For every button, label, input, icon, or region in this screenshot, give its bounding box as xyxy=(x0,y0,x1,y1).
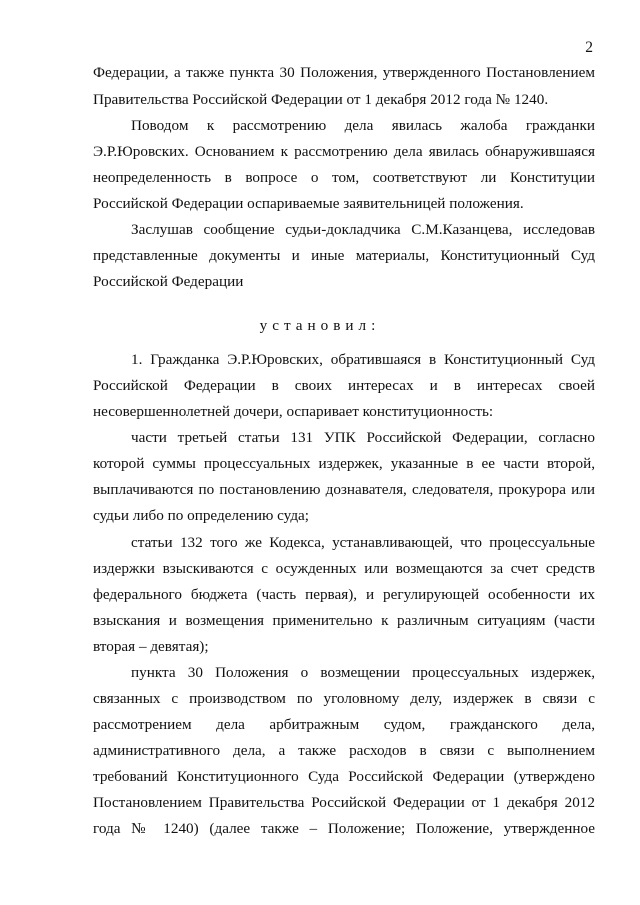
text-line: Российской Федерации в своих интересах и в интересах своей xyxy=(93,377,595,394)
text-line: федерального бюджета (часть первая), и регулирующей особенности их xyxy=(93,586,595,603)
text-line: рассмотрением дела арбитражным судом, гражданского дела, xyxy=(93,716,595,733)
text-line: 1. Гражданка Э.Р.Юровских, обратившаяся в Конституционный Суд xyxy=(131,351,595,368)
text-line: требований Конституционного Суда Российской Федерации (утверждено xyxy=(93,768,595,785)
text-line: представленные документы и иные материалы, Конституционный Суд xyxy=(93,247,595,264)
text-line: связанных с производством по уголовному делу, издержек в связи с xyxy=(93,690,595,707)
text-line: пункта 30 Положения о возмещении процессуальных издержек, xyxy=(131,664,595,681)
text-line: Российской Федерации оспариваемые заявительницей положения. xyxy=(93,195,524,212)
text-line: несовершеннолетней дочери, оспаривает конституционность: xyxy=(93,403,494,420)
text-line: Заслушав сообщение судьи-докладчика С.М.Казанцева, исследовав xyxy=(131,221,595,238)
text-line: части третьей статьи 131 УПК Российской Федерации, согласно xyxy=(131,429,595,446)
text-line: Федерации, а также пункта 30 Положения, утвержденного Постановлением xyxy=(93,64,595,81)
text-line: Российской Федерации xyxy=(93,273,244,290)
text-line: Поводом к рассмотрению дела явилась жалоба гражданки xyxy=(131,117,595,134)
text-line: Э.Р.Юровских. Основанием к рассмотрению дела явилась обнаружившаяся xyxy=(93,143,595,160)
text-line: выплачиваются по постановлению дознавателя, следователя, прокурора или xyxy=(93,481,595,498)
text-line: неопределенность в вопросе о том, соответствуют ли Конституции xyxy=(93,169,595,186)
text-line: которой суммы процессуальных издержек, указанные в ее части второй, xyxy=(93,455,595,472)
text-line: года № 1240) (далее также – Положение; Положение, утвержденное xyxy=(93,820,595,837)
text-line: вторая – девятая); xyxy=(93,638,209,655)
text-line: Правительства Российской Федерации от 1 декабря 2012 года № 1240. xyxy=(93,91,549,108)
text-line: Постановлением Правительства Российской Федерации от 1 декабря 2012 xyxy=(93,794,595,811)
page-number: 2 xyxy=(585,39,593,56)
text-line: взыскания и возмещения применительно к различным ситуациям (части xyxy=(93,612,595,629)
text-line: административного дела, а также расходов в связи с выполнением xyxy=(93,742,595,759)
text-line: издержки взыскиваются с осужденных или возмещаются за счет средств xyxy=(93,560,595,577)
section-heading: установил: xyxy=(259,317,381,334)
text-line: статьи 132 того же Кодекса, устанавливающей, что процессуальные xyxy=(131,534,595,551)
text-line: судьи либо по определению суда; xyxy=(93,507,310,524)
